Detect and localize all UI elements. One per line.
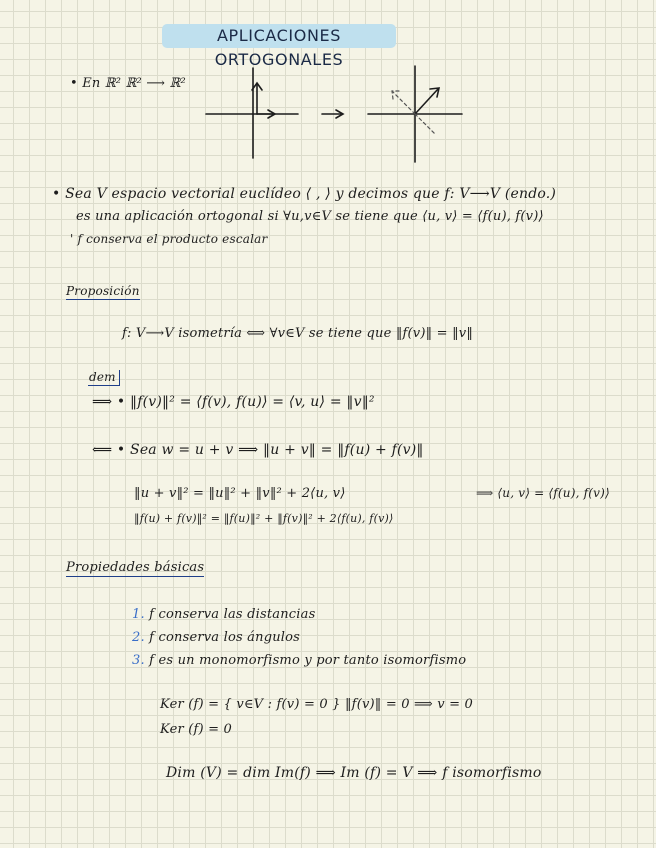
right-dashed-vector-1 [393, 92, 415, 114]
definition-line-2: es una aplicación ortogonal si ∀u,v∈V se tiene que ⟨u, v⟩ = ⟨f(u), f(v)⟩ [76, 209, 544, 224]
example-r2: • En ℝ² ℝ² ⟶ ℝ² [70, 76, 186, 91]
property-number: 2. [132, 630, 145, 645]
proof-conclusion: ⟹ ⟨u, v⟩ = ⟨f(u), f(v)⟩ [476, 486, 610, 500]
proof-expansion-2: ‖f(u) + f(v)‖² = ‖f(u)‖² + ‖f(v)‖² + 2⟨f(u), f(v)⟩ [134, 512, 394, 525]
right-rotated-vector [415, 89, 438, 114]
dimension-line: Dim (V) = dim Im(f) ⟹ Im (f) = V ⟹ f isomorfismo [166, 765, 542, 781]
rotation-sketch [200, 62, 470, 164]
property-text: f conserva las distancias [149, 607, 316, 622]
property-item-2 [132, 630, 300, 645]
properties-heading: Propiedades básicas [66, 560, 205, 575]
property-text: f conserva los ángulos [149, 630, 301, 645]
property-item-1 [132, 607, 315, 622]
proposition-statement: f: V⟶V isometría ⟺ ∀v∈V se tiene que ‖f(v)‖ = ‖v‖ [122, 326, 474, 341]
kernel-line-1: Ker (f) = { v∈V : f(v) = 0 } ‖f(v)‖ = 0 ⟹ v = 0 [160, 697, 473, 712]
kernel-line-2: Ker (f) = 0 [160, 722, 232, 737]
property-number: 3. [132, 653, 145, 668]
proof-tag: dem [88, 370, 120, 386]
property-item-3 [132, 653, 466, 668]
proof-backward: ⟸ • Sea w = u + v ⟹ ‖u + v‖ = ‖f(u) + f(v)‖ [92, 442, 424, 458]
page-title: APLICACIONES ORTOGONALES [162, 24, 396, 48]
definition-line-3: ' f conserva el producto escalar [70, 232, 268, 246]
right-dashed-vector-2 [415, 114, 436, 135]
proof-forward: ⟹ • ‖f(v)‖² = ⟨f(v), f(u)⟩ = ⟨v, u⟩ = ‖v‖² [92, 394, 375, 410]
property-text: f es un monomorfismo y por tanto isomorfismo [149, 653, 467, 668]
definition-line-1: • Sea V espacio vectorial euclídeo ⟨ , ⟩ y decimos que f: V⟶V (endo.) [52, 186, 557, 202]
property-number: 1. [132, 607, 145, 622]
proposition-heading: Proposición [66, 284, 140, 298]
proof-expansion-1: ‖u + v‖² = ‖u‖² + ‖v‖² + 2⟨u, v⟩ [134, 486, 346, 501]
